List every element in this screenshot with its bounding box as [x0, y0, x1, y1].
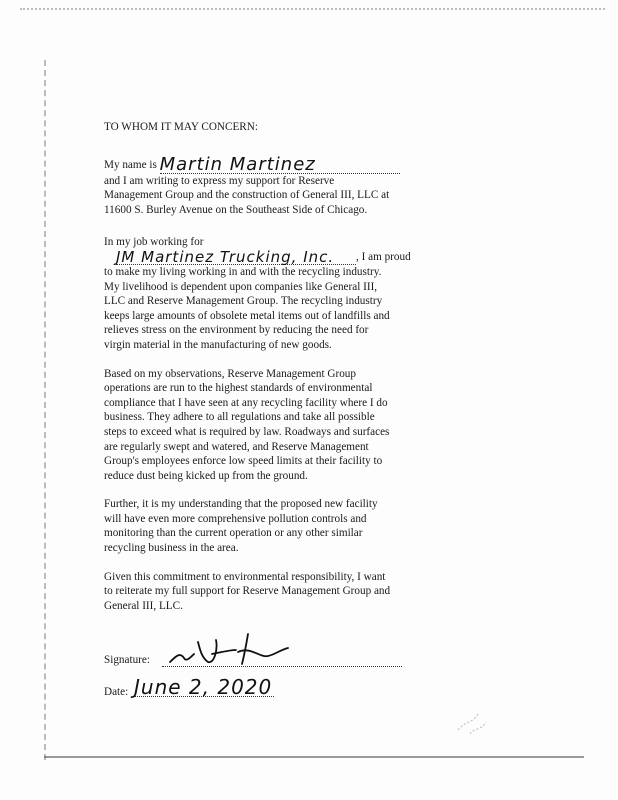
- job-line: , I am proud: [356, 250, 411, 263]
- job-line: virgin material in the manufacturing of new goods.: [104, 338, 332, 351]
- intro-line: 11600 S. Burley Avenue on the Southeast Side of Chicago.: [104, 203, 368, 216]
- intro-line: and I am writing to express my support for Reserve: [104, 174, 335, 187]
- observations-line: Group's employees enforce low speed limits at their facility to: [104, 455, 383, 468]
- closing-line: Given this commitment to environmental responsibility, I want: [104, 570, 386, 583]
- handwritten-signature: [164, 628, 304, 670]
- salutation: TO WHOM IT MAY CONCERN:: [104, 121, 258, 133]
- observations-line: are regularly swept and watered, and Reserve Management: [104, 440, 369, 453]
- scan-bottom-edge: [44, 756, 584, 758]
- signature-label: Signature:: [104, 654, 150, 666]
- observations-line: steps to exceed what is required by law. Roadways and surfaces: [104, 425, 390, 438]
- date-row: [104, 675, 404, 708]
- name-field: Martin Martinez: [160, 157, 400, 174]
- further-line: recycling business in the area.: [104, 542, 239, 555]
- closing-line: General III, LLC.: [104, 599, 183, 612]
- intro-prefix: My name is: [104, 158, 157, 171]
- observations-line: reduce dust being kicked up from the ground.: [104, 469, 308, 482]
- date-field: June 2, 2020: [134, 675, 273, 699]
- fax-header-noise: [20, 8, 605, 14]
- signature-row: [104, 642, 404, 672]
- closing-line: to reiterate my full support for Reserve Management Group and: [104, 585, 391, 598]
- observations-line: business. They adhere to all regulations and take all possible: [104, 411, 375, 424]
- scan-smudge: [452, 700, 492, 740]
- further-paragraph: [104, 497, 434, 555]
- observations-line: compliance that I have seen at any recycling facility where I do: [104, 396, 388, 409]
- company-field: JM Martinez Trucking, Inc.: [116, 250, 356, 265]
- job-line: keeps large amounts of obsolete metal items out of landfills and: [104, 309, 390, 322]
- date-label: Date:: [104, 686, 129, 698]
- intro-paragraph: [104, 153, 434, 218]
- further-line: monitoring than the current operation or any other similar: [104, 527, 363, 540]
- job-paragraph: [104, 235, 434, 352]
- letter-body: [104, 120, 434, 627]
- job-line: relieves stress on the environment by reducing the need for: [104, 324, 369, 337]
- observations-line: Based on my observations, Reserve Management Group: [104, 367, 356, 380]
- job-line: My livelihood is dependent upon companies like General III,: [104, 280, 378, 293]
- job-line: In my job working for: [104, 236, 204, 249]
- scan-left-edge: [44, 60, 46, 760]
- job-line: LLC and Reserve Management Group. The recycling industry: [104, 295, 383, 308]
- further-line: will have even more comprehensive pollution controls and: [104, 512, 367, 525]
- observations-line: operations are run to the highest standards of environmental: [104, 382, 373, 395]
- closing-paragraph: [104, 570, 434, 614]
- observations-paragraph: [104, 367, 434, 484]
- further-line: Further, it is my understanding that the proposed new facility: [104, 498, 378, 511]
- intro-line: Management Group and the construction of General III, LLC at: [104, 189, 390, 202]
- job-line: to make my living working in and with the recycling industry.: [104, 265, 382, 278]
